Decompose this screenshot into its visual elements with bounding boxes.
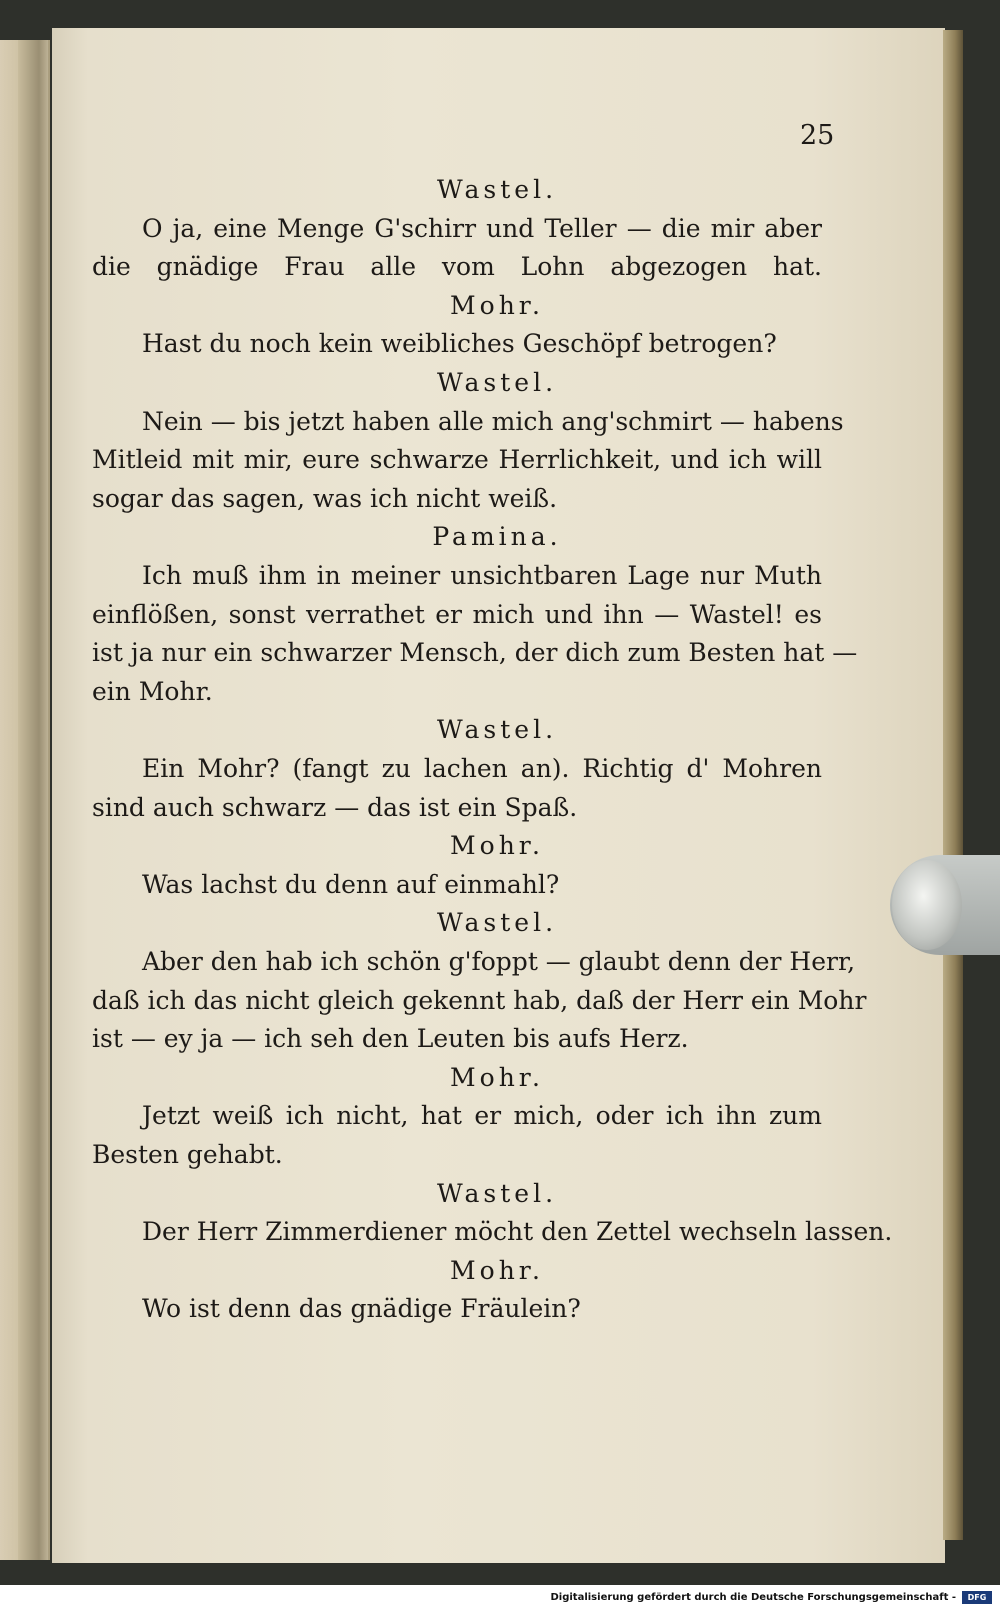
text-line: ist — ey ja — ich seh den Leuten bis aufs Herz.: [92, 1024, 689, 1054]
speaker-name: Wastel.: [436, 908, 558, 938]
dfg-logo: DFG: [962, 1591, 992, 1604]
speaker-name: Wastel.: [436, 368, 558, 397]
clip-knob: [892, 860, 962, 950]
text-line: O ja, eine Menge G'schirr und Teller — die mir aber: [142, 213, 822, 243]
footer-bar: [0, 1586, 1000, 1610]
text-line: Ein Mohr? (fangt zu lachen an). Richtig d' Mohren: [142, 754, 822, 783]
speaker-name: Wastel.: [436, 1178, 558, 1208]
text-line: Nein — bis jetzt haben alle mich ang'schmirt — habens: [142, 406, 844, 436]
text-line: einflößen, sonst verrathet er mich und ihn — Wastel! es: [92, 599, 822, 629]
text-line: sind auch schwarz — das ist ein Spaß.: [92, 792, 578, 822]
speaker-name: Pamina.: [432, 522, 562, 552]
text-line: Besten gehabt.: [92, 1140, 283, 1169]
text-line: sogar das sagen, was ich nicht weiß.: [92, 483, 558, 513]
text-line: Wo ist denn das gnädige Fräulein?: [142, 1294, 581, 1324]
speaker-name: Mohr.: [450, 831, 544, 861]
speaker-name: Mohr.: [450, 1062, 544, 1092]
speaker-name: Wastel.: [436, 175, 558, 204]
text-line: Ich muß ihm in meiner unsichtbaren Lage nur Muth: [142, 561, 822, 590]
book-gutter: [18, 40, 48, 1560]
text-line: Aber den hab ich schön g'foppt — glaubt denn der Herr,: [142, 947, 856, 976]
text-line: Hast du noch kein weibliches Geschöpf betrogen?: [142, 329, 777, 359]
speaker-name: Wastel.: [436, 715, 558, 745]
text-line: Was lachst du denn auf einmahl?: [142, 869, 560, 899]
page-stack-edge: [943, 30, 963, 1540]
text-line: Jetzt weiß ich nicht, hat er mich, oder ich ihn zum: [142, 1101, 822, 1131]
speaker-name: Mohr.: [450, 290, 544, 320]
text-line: daß ich das nicht gleich gekennt hab, daß der Herr ein Mohr: [92, 985, 867, 1015]
text-line: die gnädige Frau alle vom Lohn abgezogen hat.: [92, 252, 822, 282]
text-line: Mitleid mit mir, eure schwarze Herrlichkeit, und ich will: [92, 445, 822, 475]
funding-credit: Digitalisierung gefördert durch die Deutsche Forschungsgemeinschaft -: [550, 1592, 956, 1603]
text-line: ein Mohr.: [92, 676, 213, 706]
page-number: 25: [800, 120, 835, 151]
speaker-name: Mohr.: [450, 1255, 544, 1285]
text-line: ist ja nur ein schwarzer Mensch, der dich zum Besten hat —: [92, 638, 858, 668]
text-line: Der Herr Zimmerdiener möcht den Zettel wechseln lassen.: [142, 1217, 893, 1247]
